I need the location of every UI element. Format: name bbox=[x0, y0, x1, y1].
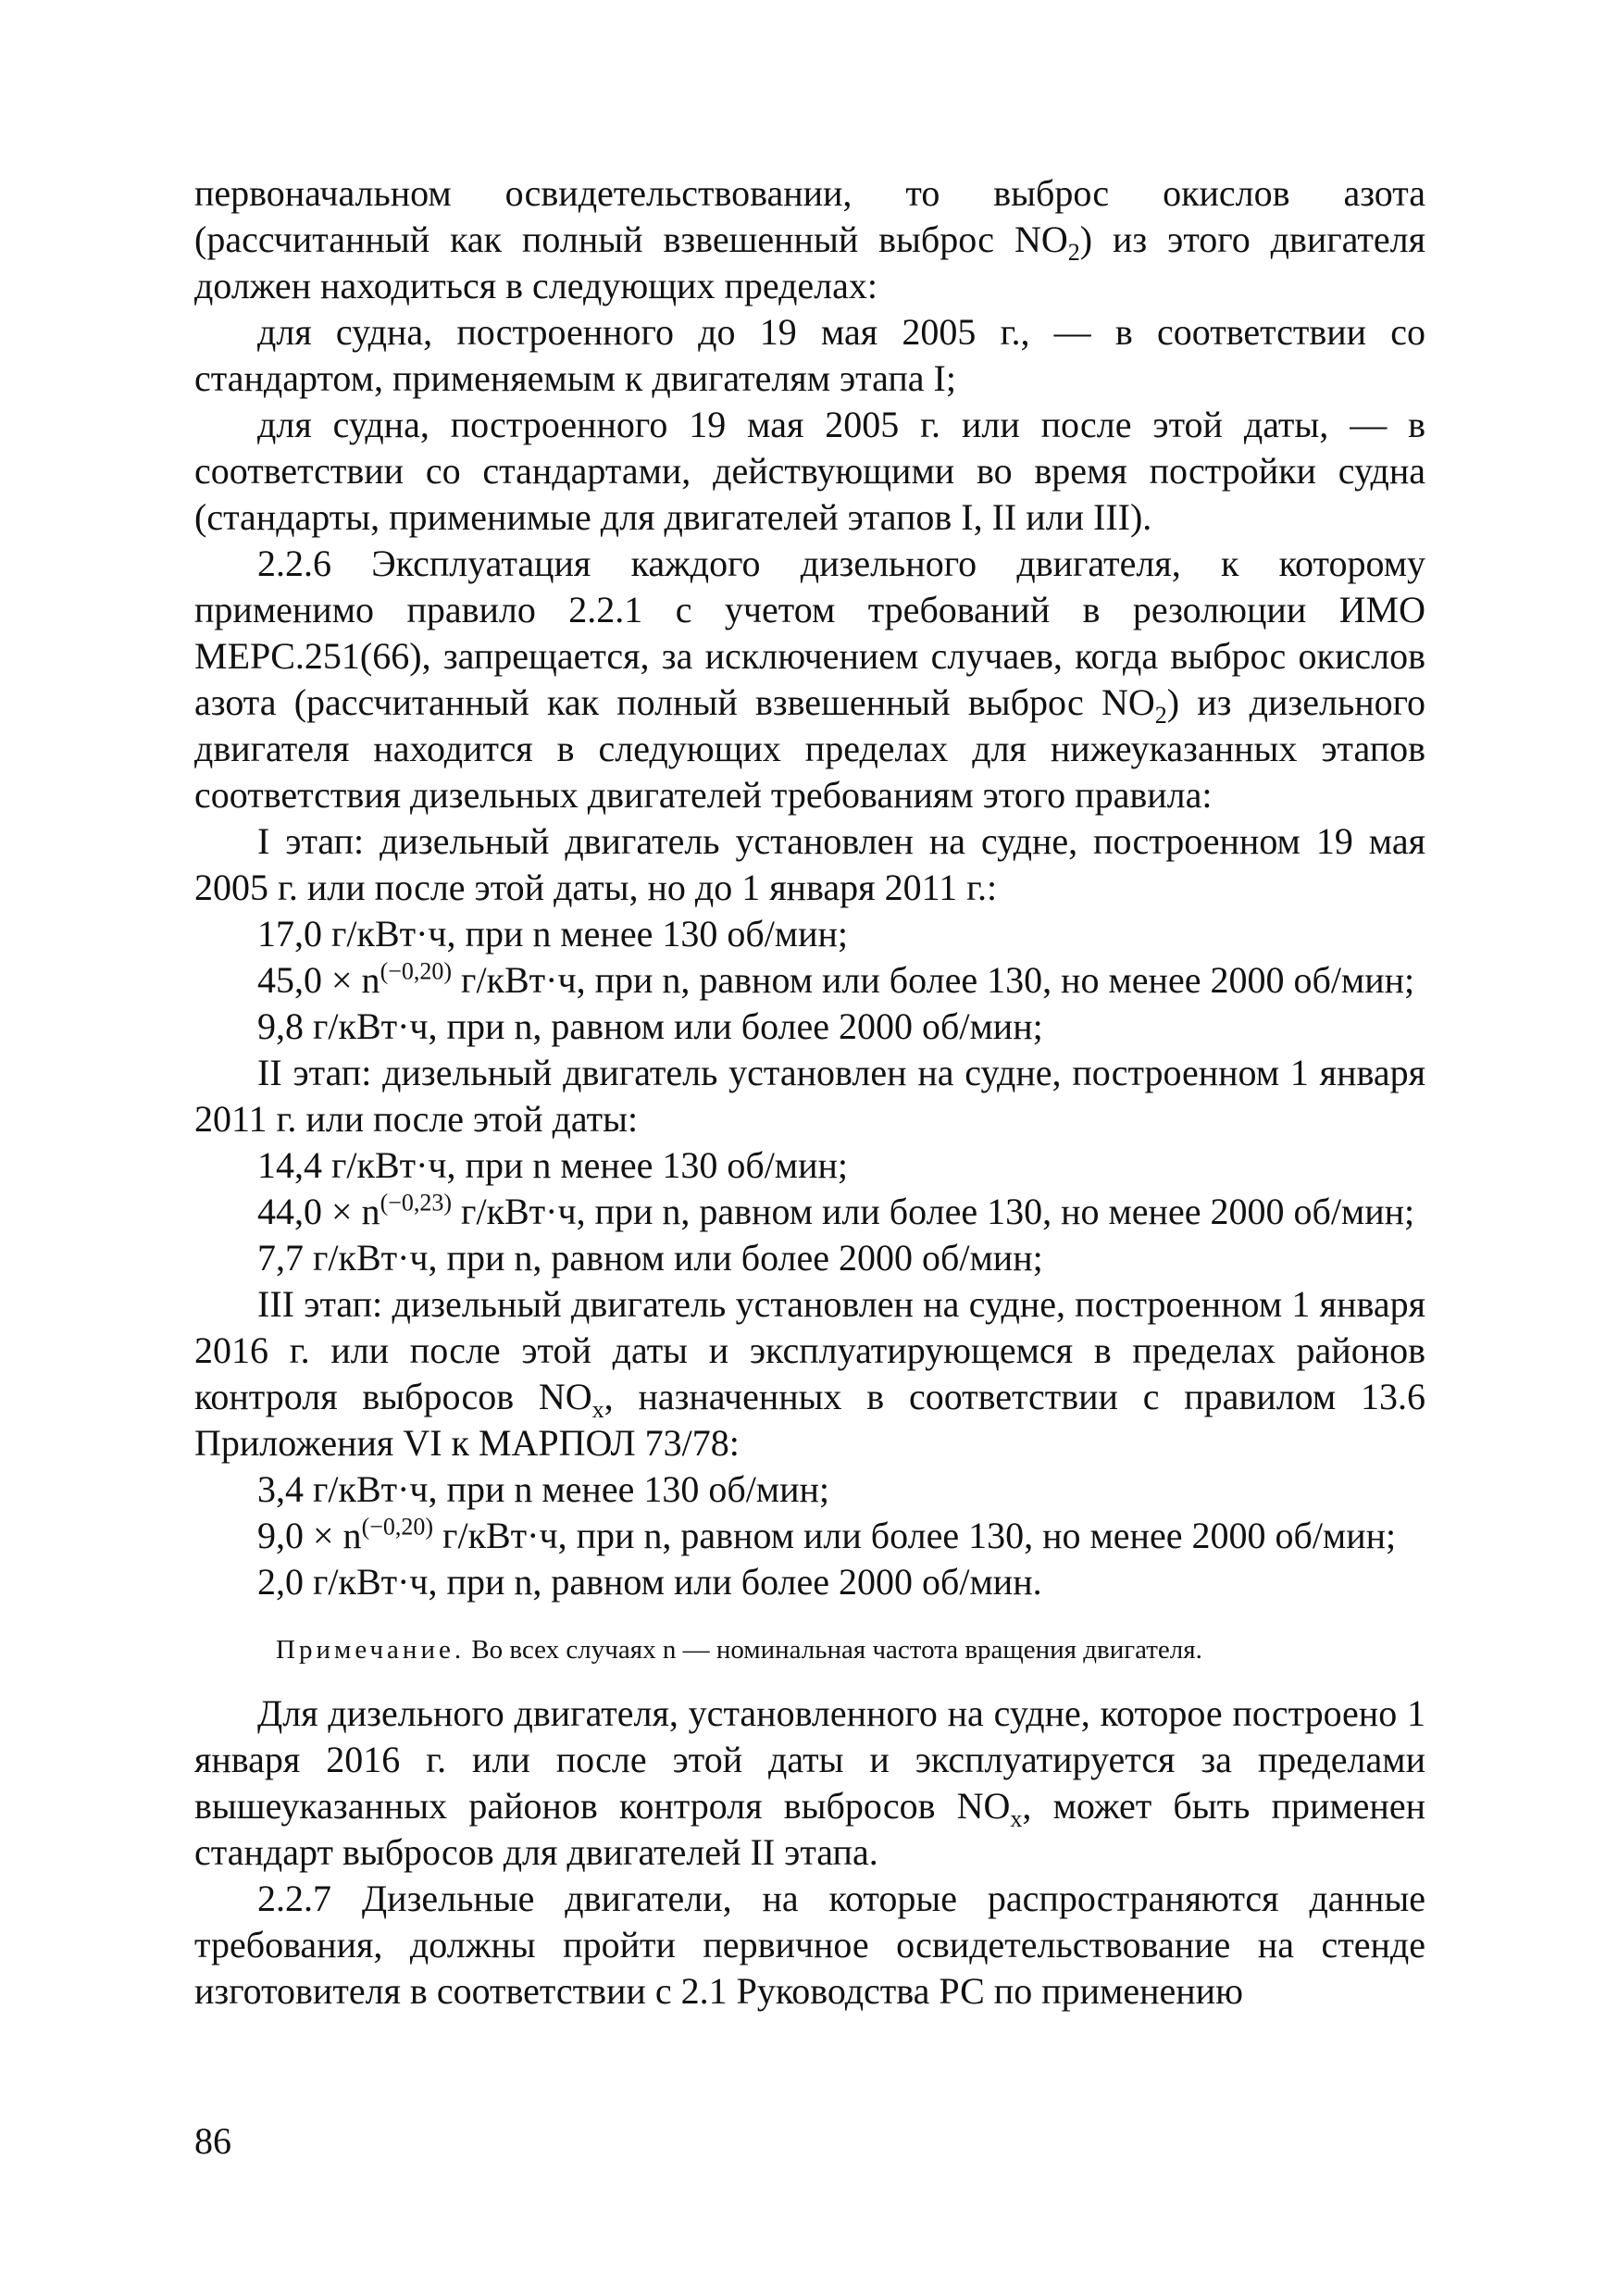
tier-3-formula-3: 2,0 г/кВт·ч, при n, равном или более 2000 об/мин. bbox=[257, 1561, 1042, 1603]
paragraph-ship-before-2005: для судна, построенного до 19 мая 2005 г., — в соответствии со стандартом, применяемым к двигателям этапа I; bbox=[194, 311, 1425, 399]
tier-3-heading: III этап: дизельный двигатель установлен на судне, построенном 1 января 2016 г. или после этой даты и эксплуатирующемся в пределах районов контроля выбросов $NO_x$, назначенных в соответствии с правилом 13.6 Приложения VI к МАРПОЛ 73/78: bbox=[194, 1283, 1425, 1464]
tier-2-formula-3: 7,7 г/кВт·ч, при n, равном или более 2000 об/мин; bbox=[257, 1237, 1043, 1279]
page-number: 86 bbox=[194, 2120, 231, 2162]
paragraph-continuation: первоначальном освидетельствовании, то выброс окислов азота (рассчитанный как полный взвешенный выброс $NO_2$) из этого двигателя должен находиться в следующих пределах: bbox=[194, 172, 1425, 306]
tier-2-heading: II этап: дизельный двигатель установлен на судне, построенном 1 января 2011 г. или после этой даты: bbox=[194, 1052, 1425, 1140]
tier-3-formula-1: 3,4 г/кВт·ч, при n менее 130 об/мин; bbox=[257, 1468, 830, 1510]
paragraph-ship-after-2005: для судна, построенного 19 мая 2005 г. или после этой даты, — в соответствии со стандартами, действующими во время постройки судна (стандарты, применимые для двигателей этапов I, II или III). bbox=[194, 404, 1425, 538]
tier-3-formula-2: $9,0 \times n^{(-0,20)}$ г/кВт·ч, при n, равном или более 130, но менее 2000 об/мин; bbox=[257, 1513, 1397, 1556]
tier-1-heading: I этап: дизельный двигатель установлен на судне, построенном 19 мая 2005 г. или после этой даты, но до 1 января 2011 г.: bbox=[194, 820, 1425, 908]
document-body bbox=[194, 170, 1425, 2015]
tier-2-formula-1: 14,4 г/кВт·ч, при n менее 130 об/мин; bbox=[257, 1144, 849, 1186]
note bbox=[194, 1631, 1425, 1668]
tier-2-formula-2: $44,0 \times n^{(-0,23)}$ г/кВт·ч, при n, равном или более 130, но менее 2000 об/мин; bbox=[257, 1189, 1415, 1232]
note-text: Во всех случаях n — номинальная частота вращения двигателя. bbox=[465, 1635, 1202, 1665]
paragraph-2-2-6: 2.2.6 Эксплуатация каждого дизельного двигателя, к которому применимо правило 2.2.1 с учетом требований в резолюции ИМО MEPC.251(66), запрещается, за исключением случаев, когда выброс окислов азота (рассчитанный как полный взвешенный выброс $NO_2$) из дизельного двигателя находится в следующих пределах для нижеуказанных этапов соответствия дизельных двигателей требованиям этого правила: bbox=[194, 543, 1426, 816]
tier-1-formula-1: 17,0 г/кВт·ч, при n менее 130 об/мин; bbox=[257, 913, 849, 955]
note-label: Примечание. bbox=[276, 1635, 466, 1665]
tier-1-formula-3: 9,8 г/кВт·ч, при n, равном или более 2000 об/мин; bbox=[257, 1005, 1043, 1047]
paragraph-outside-eca: Для дизельного двигателя, установленного на судне, которое построено 1 января 2016 г. или после этой даты и эксплуатируется за пределами вышеуказанных районов контроля выбросов $NO_x$, может быть применен стандарт выбросов для двигателей II этапа. bbox=[194, 1692, 1425, 1873]
tier-1-formula-2: $45,0 \times n^{(-0,20)}$ г/кВт·ч, при n, равном или более 130, но менее 2000 об/мин; bbox=[257, 957, 1415, 1001]
paragraph-2-2-7: 2.2.7 Дизельные двигатели, на которые распространяются данные требования, должны пройти первичное освидетельствование на стенде изготовителя в соответствии с 2.1 Руководства РС по применению bbox=[194, 1878, 1425, 2012]
